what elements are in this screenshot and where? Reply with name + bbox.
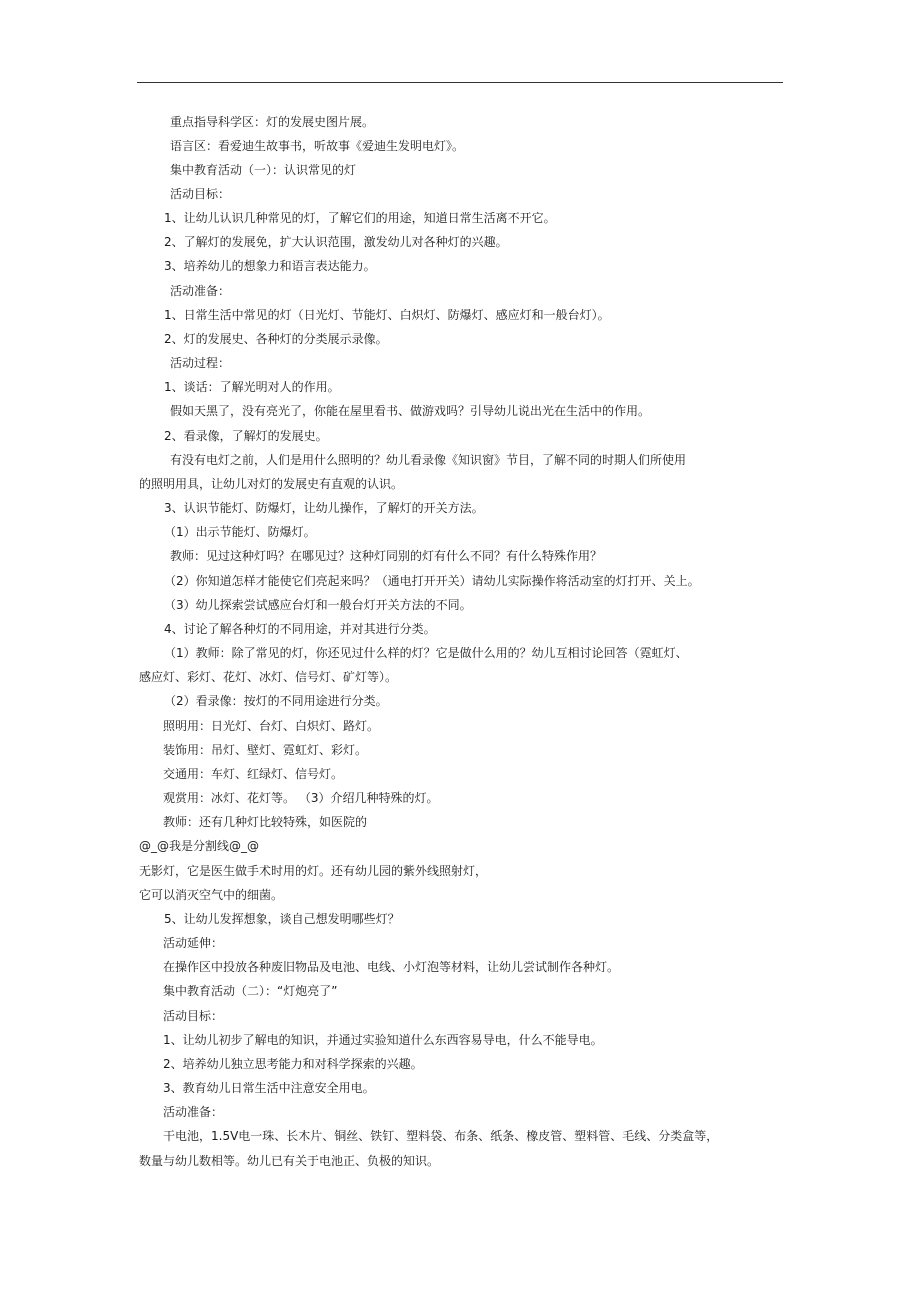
text-line: 无影灯，它是医生做手术时用的灯。还有幼儿园的紫外线照射灯，	[139, 864, 488, 878]
text-line: 干电池，1.5V电一珠、长木片、铜丝、铁钉、塑料袋、布条、纸条、橡皮管、塑料管、毛线、分类盒等，	[163, 1129, 719, 1143]
text-line: 活动延伸：	[163, 936, 224, 950]
text-line: 1、谈话：了解光明对人的作用。	[164, 380, 340, 394]
text-line: （1）教师：除了常见的灯，你还见过什么样的灯？它是做什么用的？幼儿互相讨论回答（霓虹灯、	[164, 646, 688, 660]
text-line: 交通用：车灯、红绿灯、信号灯。	[163, 767, 344, 781]
text-line: 假如天黑了，没有亮光了，你能在屋里看书、做游戏吗？引导幼儿说出光在生活中的作用。	[170, 404, 651, 418]
text-line: 数量与幼儿数相等。幼儿已有关于电池正、负极的知识。	[139, 1154, 440, 1168]
text-line: 的照明用具，让幼儿对灯的发展史有直观的认识。	[139, 477, 404, 491]
text-line: 5、让幼儿发挥想象，谈自己想发明哪些灯？	[164, 912, 400, 926]
text-line: 2、看录像，了解灯的发展史。	[164, 429, 328, 443]
text-line: 活动准备：	[163, 1105, 224, 1119]
text-line: 在操作区中投放各种废旧物品及电池、电线、小灯泡等材料，让幼儿尝试制作各种灯。	[163, 960, 620, 974]
text-line: 语言区：看爱迪生故事书，听故事《爱迪生发明电灯》。	[170, 139, 465, 153]
text-line: 1、让幼儿认识几种常见的灯，了解它们的用途，知道日常生活离不开它。	[164, 211, 556, 225]
text-line: 教师：见过这种灯吗？在哪见过？这种灯同别的灯有什么不同？有什么特殊作用？	[170, 549, 603, 563]
text-line: 照明用：日光灯、台灯、白炽灯、路灯。	[163, 719, 380, 733]
text-line: 感应灯、彩灯、花灯、冰灯、信号灯、矿灯等）。	[139, 670, 398, 684]
text-line: 2、灯的发展史、各种灯的分类展示录像。	[164, 332, 388, 346]
text-line: 2、了解灯的发展免，扩大认识范围，激发幼儿对各种灯的兴趣。	[164, 235, 508, 249]
text-line: 活动准备：	[170, 284, 231, 298]
text-line: 2、培养幼儿独立思考能力和对科学探索的兴趣。	[163, 1057, 423, 1071]
text-line: （2）你知道怎样才能使它们亮起来吗？（通电打开开关）请幼儿实际操作将活动室的灯打开、关上。	[164, 574, 700, 588]
text-line: 4、讨论了解各种灯的不同用途，并对其进行分类。	[164, 622, 436, 636]
text-line: 重点指导科学区：灯的发展史图片展。	[170, 115, 375, 129]
text-line: 3、教育幼儿日常生活中注意安全用电。	[163, 1081, 375, 1095]
text-line: 装饰用：吊灯、壁灯、霓虹灯、彩灯。	[163, 743, 368, 757]
text-line: （2）看录像：按灯的不同用途进行分类。	[164, 694, 388, 708]
text-line: 1、让幼儿初步了解电的知识，并通过实验知道什么东西容易导电，什么不能导电。	[163, 1033, 603, 1047]
text-line: 集中教育活动（二）：“灯炮亮了”	[163, 984, 338, 998]
text-line: 观赏用：冰灯、花灯等。 （3）介绍几种特殊的灯。	[163, 791, 439, 805]
text-line: 活动过程：	[170, 356, 231, 370]
text-line: 3、培养幼儿的想象力和语言表达能力。	[164, 259, 376, 273]
text-line: 它可以消灭空气中的细菌。	[139, 888, 284, 902]
text-line: 活动目标：	[170, 187, 231, 201]
text-line: 教师：还有几种灯比较特殊，如医院的	[163, 815, 368, 829]
text-line: 有没有电灯之前，人们是用什么照明的？幼儿看录像《知识窗》节目，了解不同的时期人们所使用	[170, 453, 687, 467]
text-line: 活动目标：	[163, 1009, 224, 1023]
text-line: 1、日常生活中常见的灯（日光灯、节能灯、白炽灯、防爆灯、感应灯和一般台灯）。	[164, 308, 610, 322]
divider-text: @_@我是分割线@_@	[139, 839, 260, 853]
text-line: （1）出示节能灯、防爆灯。	[164, 525, 316, 539]
text-line: 3、认识节能灯、防爆灯，让幼儿操作，了解灯的开关方法。	[164, 501, 484, 515]
text-line: （3）幼儿探索尝试感应台灯和一般台灯开关方法的不同。	[164, 598, 472, 612]
text-line: 集中教育活动（一）：认识常见的灯	[170, 163, 357, 177]
